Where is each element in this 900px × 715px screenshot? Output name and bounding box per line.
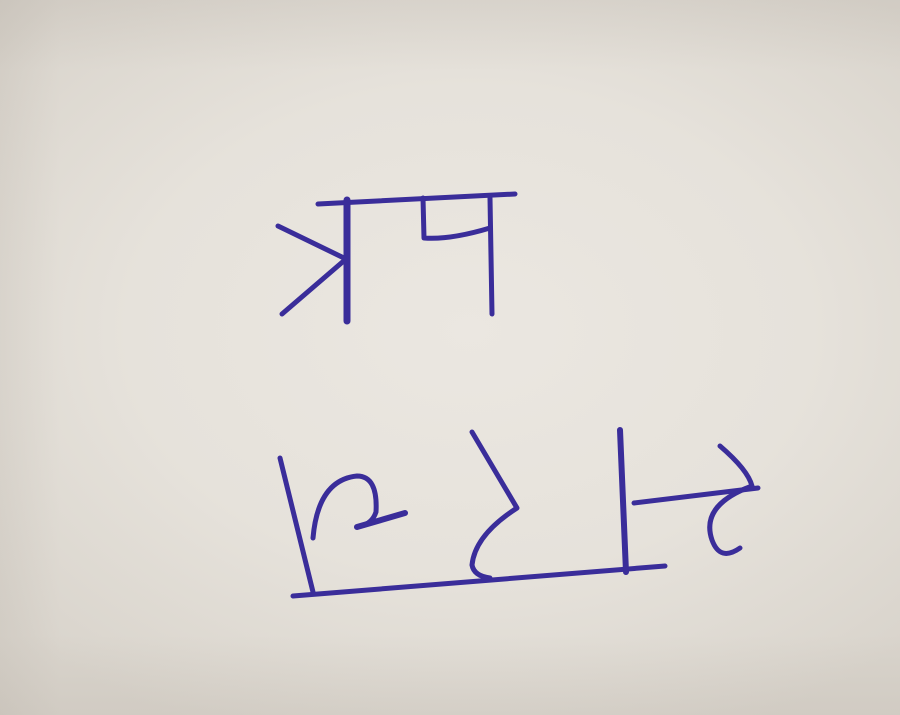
word-2-headline	[293, 566, 665, 596]
word-1-char-1-upper-arm	[278, 226, 346, 259]
word-2-char-3-stem	[620, 430, 626, 572]
handwritten-word-2	[280, 430, 758, 596]
word-1-char-1-lower-arm	[282, 259, 346, 314]
word-2-char-4-hook	[710, 446, 752, 553]
word-2-char-1-stem	[280, 458, 313, 592]
word-2-char-1-tail	[357, 513, 405, 527]
word-2-char-1-loop	[313, 476, 376, 538]
handwritten-word-1	[278, 194, 515, 321]
word-1-char-2-stem	[490, 198, 492, 314]
word-1-char-2-bowl	[423, 198, 490, 238]
word-2-char-2-curve	[472, 432, 517, 578]
word-2-char-4-bar	[634, 488, 758, 503]
